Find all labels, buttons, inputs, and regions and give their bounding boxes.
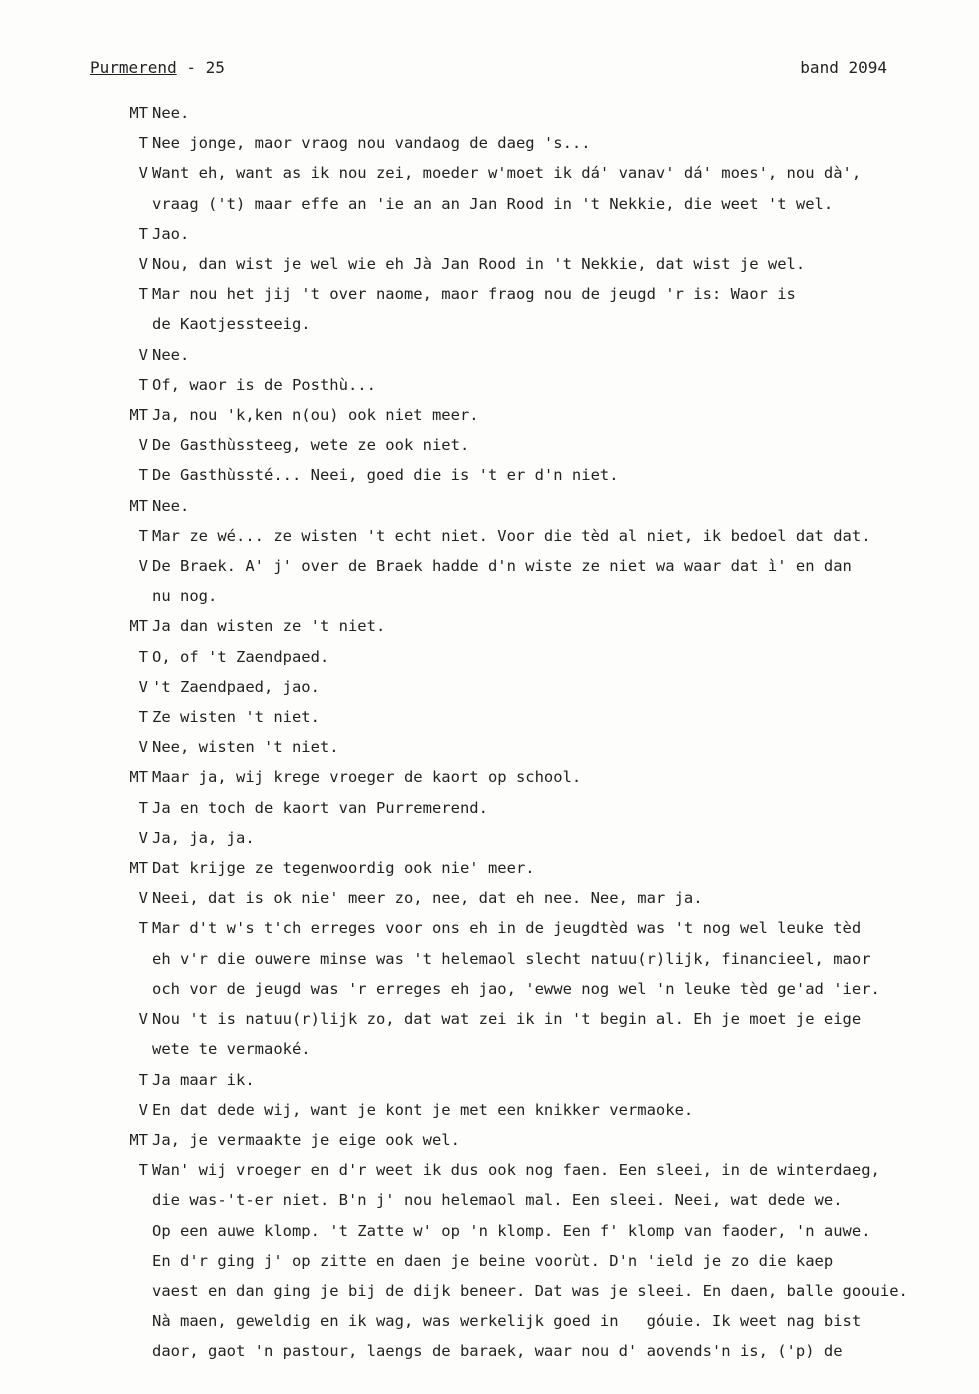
transcript-line: Mar d't w's t'ch erreges voor ons eh in de jeugdtèd was 't nog wel leuke tèd bbox=[152, 919, 862, 938]
transcript-turn bbox=[0, 913, 979, 1004]
transcript-line: Want eh, want as ik nou zei, moeder w'moet ik dá' vanav' dá' moes', nou dà', bbox=[152, 164, 862, 183]
header-page-number: 25 bbox=[205, 58, 225, 77]
speaker-label: T bbox=[138, 1070, 148, 1089]
transcript-turn bbox=[0, 219, 979, 249]
transcript-line: De Gasthùssté... Neei, goed die is 't er d'n niet. bbox=[152, 466, 619, 485]
transcript-line: vaest en dan ging je bij de dijk beneer. Dat was je sleei. En daen, balle goouie. bbox=[152, 1281, 908, 1300]
transcript-turn bbox=[0, 491, 979, 521]
transcript-turn bbox=[0, 279, 979, 339]
transcript-line: De Braek. A' j' over de Braek hadde d'n wiste ze niet wa waar dat ì' en dan bbox=[152, 557, 852, 576]
transcript bbox=[0, 98, 979, 1367]
speaker-label: MT bbox=[129, 859, 148, 878]
transcript-line: Of, waor is de Posthù... bbox=[152, 375, 376, 394]
transcript-line: Nee. bbox=[152, 104, 190, 122]
transcript-turn bbox=[0, 249, 979, 279]
speaker-label: MT bbox=[129, 617, 148, 636]
transcript-line: Ja en toch de kaort van Purremerend. bbox=[152, 798, 488, 817]
transcript-line: Nà maen, geweldig en ik wag, was werkelijk goed in góuie. Ik weet nag bist bbox=[152, 1312, 862, 1331]
speaker-label: MT bbox=[129, 496, 148, 515]
transcript-turn bbox=[0, 551, 979, 611]
transcript-turn bbox=[0, 672, 979, 702]
transcript-line: daor, gaot 'n pastour, laengs de baraek, waar nou d' aovends'n is, ('p) de bbox=[152, 1342, 843, 1361]
speaker-label: T bbox=[138, 375, 148, 394]
speaker-label: V bbox=[138, 436, 148, 455]
transcript-line: Nee. bbox=[152, 345, 190, 364]
transcript-turn bbox=[0, 823, 979, 853]
transcript-turn bbox=[0, 1155, 979, 1366]
transcript-turn bbox=[0, 853, 979, 883]
transcript-turn bbox=[0, 1004, 979, 1064]
transcript-turn bbox=[0, 642, 979, 672]
transcript-line: Ja, je vermaakte je eige ook wel. bbox=[152, 1130, 460, 1149]
speaker-label: V bbox=[138, 1100, 148, 1119]
transcript-line: O, of 't Zaendpaed. bbox=[152, 647, 330, 666]
transcript-line: Nou, dan wist je wel wie eh Jà Jan Rood in 't Nekkie, dat wist je wel. bbox=[152, 255, 806, 274]
speaker-label: V bbox=[138, 738, 148, 757]
transcript-line: Neei, dat is ok nie' meer zo, nee, dat eh nee. Nee, mar ja. bbox=[152, 889, 703, 908]
transcript-line: Maar ja, wij krege vroeger de kaort op school. bbox=[152, 768, 582, 787]
transcript-turn bbox=[0, 158, 979, 218]
header-place: Purmerend bbox=[90, 58, 177, 77]
transcript-line: die was-'t-er niet. B'n j' nou helemaol mal. Een sleei. Neei, wat dede we. bbox=[152, 1191, 843, 1210]
transcript-turn bbox=[0, 340, 979, 370]
transcript-turn bbox=[0, 762, 979, 792]
speaker-label: V bbox=[138, 557, 148, 576]
transcript-turn bbox=[0, 793, 979, 823]
transcript-line: vraag ('t) maar effe an 'ie an an Jan Rood in 't Nekkie, die weet 't wel. bbox=[152, 194, 834, 213]
transcript-line: Nee. bbox=[152, 496, 190, 515]
speaker-label: T bbox=[138, 1161, 148, 1180]
transcript-line: Nou 't is natuu(r)lijk zo, dat wat zei ik in 't begin al. Eh je moet je eige bbox=[152, 1010, 862, 1029]
transcript-line: 't Zaendpaed, jao. bbox=[152, 677, 320, 696]
transcript-turn bbox=[0, 883, 979, 913]
transcript-turn bbox=[0, 98, 979, 128]
speaker-label: T bbox=[138, 798, 148, 817]
header-location bbox=[90, 58, 225, 77]
speaker-label: V bbox=[138, 889, 148, 908]
transcript-line: Nee jonge, maor vraog nou vandaog de daeg 's... bbox=[152, 134, 591, 153]
transcript-line: Nee, wisten 't niet. bbox=[152, 738, 339, 757]
speaker-label: T bbox=[138, 224, 148, 243]
transcript-line: Jao. bbox=[152, 224, 190, 243]
speaker-label: MT bbox=[129, 1130, 148, 1149]
transcript-line: de Kaotjessteeig. bbox=[152, 315, 311, 334]
speaker-label: V bbox=[138, 345, 148, 364]
speaker-label: V bbox=[138, 677, 148, 696]
transcript-turn bbox=[0, 430, 979, 460]
transcript-line: Ja, ja, ja. bbox=[152, 828, 255, 847]
transcript-line: Ja, nou 'k,ken n(ou) ook niet meer. bbox=[152, 406, 479, 425]
transcript-line: wete te vermaoké. bbox=[152, 1040, 311, 1059]
transcript-line: eh v'r die ouwere minse was 't helemaol slecht natuu(r)lijk, financieel, maor bbox=[152, 949, 871, 968]
transcript-line: En d'r ging j' op zitte en daen je beine voorùt. D'n 'ield je zo die kaep bbox=[152, 1251, 834, 1270]
transcript-turn bbox=[0, 1095, 979, 1125]
transcript-line: Op een auwe klomp. 't Zatte w' op 'n klomp. Een f' klomp van faoder, 'n auwe. bbox=[152, 1221, 871, 1240]
speaker-label: T bbox=[138, 466, 148, 485]
page-header bbox=[90, 58, 887, 82]
transcript-turn bbox=[0, 400, 979, 430]
transcript-turn bbox=[0, 521, 979, 551]
speaker-label: T bbox=[138, 708, 148, 727]
speaker-label: V bbox=[138, 255, 148, 274]
transcript-line: Dat krijge ze tegenwoordig ook nie' meer. bbox=[152, 859, 535, 878]
transcript-turn bbox=[0, 732, 979, 762]
speaker-label: T bbox=[138, 526, 148, 545]
speaker-label: T bbox=[138, 134, 148, 153]
transcript-turn bbox=[0, 370, 979, 400]
transcript-line: Mar ze wé... ze wisten 't echt niet. Voor die tèd al niet, ik bedoel dat dat. bbox=[152, 526, 871, 545]
transcript-line: De Gasthùssteeg, wete ze ook niet. bbox=[152, 436, 470, 455]
transcript-line: En dat dede wij, want je kont je met een knikker vermaoke. bbox=[152, 1100, 694, 1119]
transcript-line: Ja maar ik. bbox=[152, 1070, 255, 1089]
transcript-line: Ja dan wisten ze 't niet. bbox=[152, 617, 386, 636]
transcript-turn bbox=[0, 702, 979, 732]
header-separator: - bbox=[176, 58, 206, 77]
transcript-turn bbox=[0, 1125, 979, 1155]
transcript-line: nu nog. bbox=[152, 587, 218, 606]
transcript-turn bbox=[0, 1065, 979, 1095]
speaker-label: V bbox=[138, 828, 148, 847]
speaker-label: T bbox=[138, 647, 148, 666]
speaker-label: V bbox=[138, 1010, 148, 1029]
transcript-line: Wan' wij vroeger en d'r weet ik dus ook nog faen. Een sleei, in de winterdaeg, bbox=[152, 1161, 880, 1180]
speaker-label: T bbox=[138, 919, 148, 938]
speaker-label: V bbox=[138, 164, 148, 183]
speaker-label: MT bbox=[129, 104, 148, 122]
transcript-line: och vor de jeugd was 'r erreges eh jao, 'ewwe nog wel 'n leuke tèd ge'ad 'ier. bbox=[152, 979, 880, 998]
header-band: band 2094 bbox=[800, 58, 887, 77]
speaker-label: MT bbox=[129, 768, 148, 787]
transcript-turn bbox=[0, 128, 979, 158]
speaker-label: T bbox=[138, 285, 148, 304]
transcript-turn bbox=[0, 460, 979, 490]
transcript-line: Ze wisten 't niet. bbox=[152, 708, 320, 727]
transcript-turn bbox=[0, 611, 979, 641]
transcript-line: Mar nou het jij 't over naome, maor fraog nou de jeugd 'r is: Waor is bbox=[152, 285, 796, 304]
speaker-label: MT bbox=[129, 406, 148, 425]
